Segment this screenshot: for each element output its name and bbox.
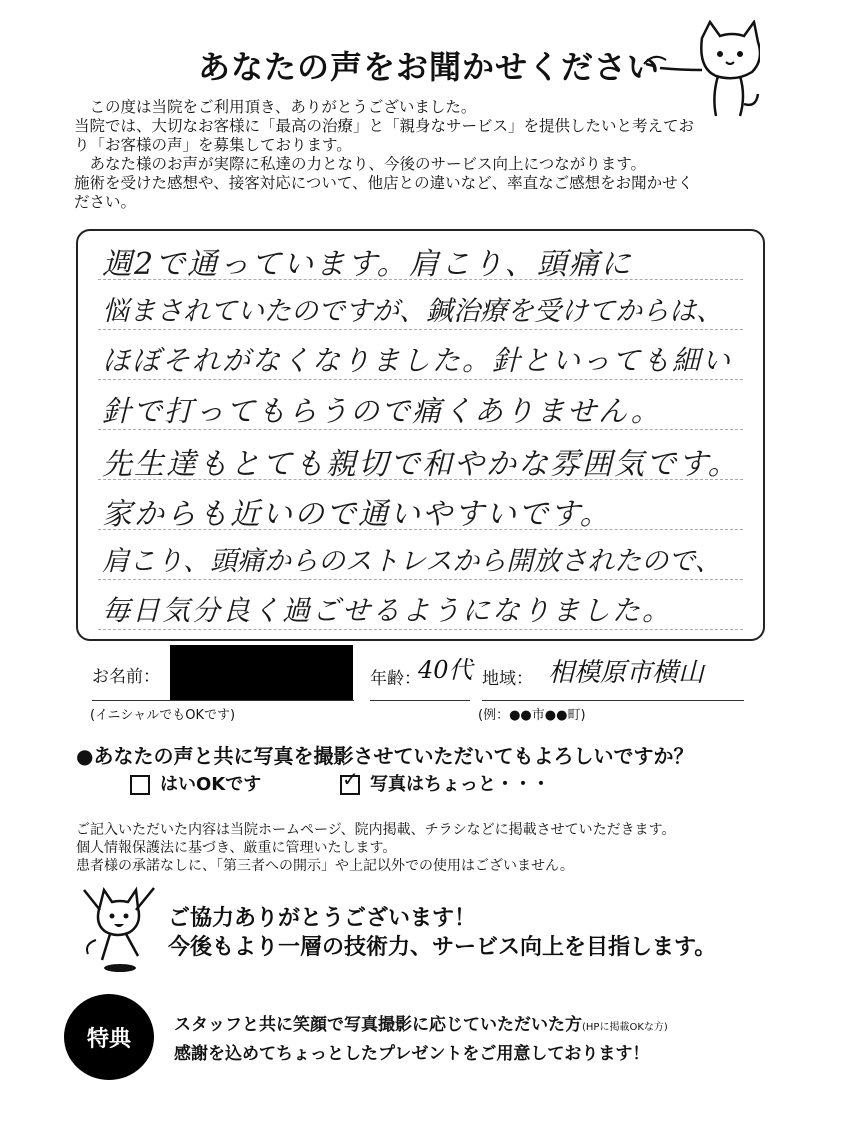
photo-question: ●あなたの声と共に写真を撮影させていただいてもよろしいですか？ (76, 744, 694, 768)
region-value: 相模原市横山 (548, 658, 705, 688)
option-no[interactable] (340, 767, 550, 796)
notice-line: ご記入いただいた内容は当院ホームページ、院内掲載、チラシなどに掲載させていただきます。 (76, 822, 676, 838)
thanks-line-2: 今後もより一層の技術力、サービス向上を目指します。 (168, 935, 717, 960)
comment-line: ほぼそれがなくなりました。針といっても細い (102, 344, 733, 377)
perk-note: (HPに掲載OKな方) (582, 1022, 668, 1033)
intro-line: り「お客様の声」を募集しております。 (74, 136, 352, 154)
age-label: 年齢： (370, 669, 421, 689)
name-redaction (170, 645, 353, 700)
intro-text (74, 98, 774, 212)
thanks-message (168, 904, 716, 962)
name-underline (92, 700, 354, 701)
name-label: お名前： (92, 667, 160, 687)
thanks-line-1: ご協力ありがとうございます！ (168, 906, 477, 931)
perk-message (174, 1012, 668, 1067)
notice-line: 個人情報保護法に基づき、厳重に管理いたします。 (76, 840, 397, 856)
intro-line: この度は当院をご利用頂き、ありがとうございました。 (74, 98, 477, 116)
age-value: 40代 (418, 656, 473, 684)
page-title: あなたの声をお聞かせください (198, 48, 661, 86)
comment-line: 悩まされていたのですが、鍼治療を受けてからは、 (102, 296, 723, 327)
cheering-cat-icon (80, 880, 160, 975)
intro-line: ださい。 (74, 193, 137, 211)
intro-line: 施術を受けた感想や、接客対応について、他店との違いなど、率直なご感想をお聞かせく (74, 174, 694, 192)
privacy-notice (76, 821, 776, 875)
comment-line: 家からも近いので通いやすいです。 (102, 497, 612, 532)
option-no-label: 写真はちょっと・・・ (370, 774, 550, 795)
perk-badge: 特典 (64, 994, 154, 1080)
region-underline (482, 700, 744, 701)
notice-line: 患者様の承諾なしに、「第三者への開示」や上記以外での使用はございません。 (76, 858, 574, 874)
comment-line: 先生達もとても親切で和やかな雰囲気です。 (102, 447, 740, 482)
option-yes[interactable] (130, 770, 261, 796)
perk-line-1: スタッフと共に笑顔で写真撮影に応じていただいた方 (174, 1015, 582, 1035)
comment-line: 週2で通っています。肩こり、頭痛に (102, 247, 633, 282)
checkbox-no[interactable] (340, 767, 360, 795)
option-yes-label: はいOKです (160, 774, 262, 795)
comment-line: 針で打ってもらうので痛くありません。 (102, 394, 662, 428)
intro-line: あなた様のお声が実際に私達の力となり、今後のサービス向上につながります。 (74, 155, 646, 173)
region-hint: (例：●●市●●町) (478, 708, 586, 723)
region-label: 地域： (482, 669, 533, 689)
check-mark-icon: ✓ (342, 767, 359, 791)
comment-line: 肩こり、頭痛からのストレスから開放されたので、 (102, 546, 722, 577)
name-hint: (イニシャルでもOKです) (90, 708, 236, 723)
checkbox-yes[interactable] (130, 775, 150, 795)
intro-line: 当院では、大切なお客様に「最高の治療」と「親身なサービス」を提供したいと考えてお (74, 117, 695, 135)
comment-line: 毎日気分良く過ごせるようになりました。 (102, 594, 673, 627)
age-underline (370, 700, 470, 701)
perk-line-2: 感謝を込めてちょっとしたプレゼントをご用意しております！ (174, 1044, 650, 1064)
comment-box (76, 229, 765, 641)
